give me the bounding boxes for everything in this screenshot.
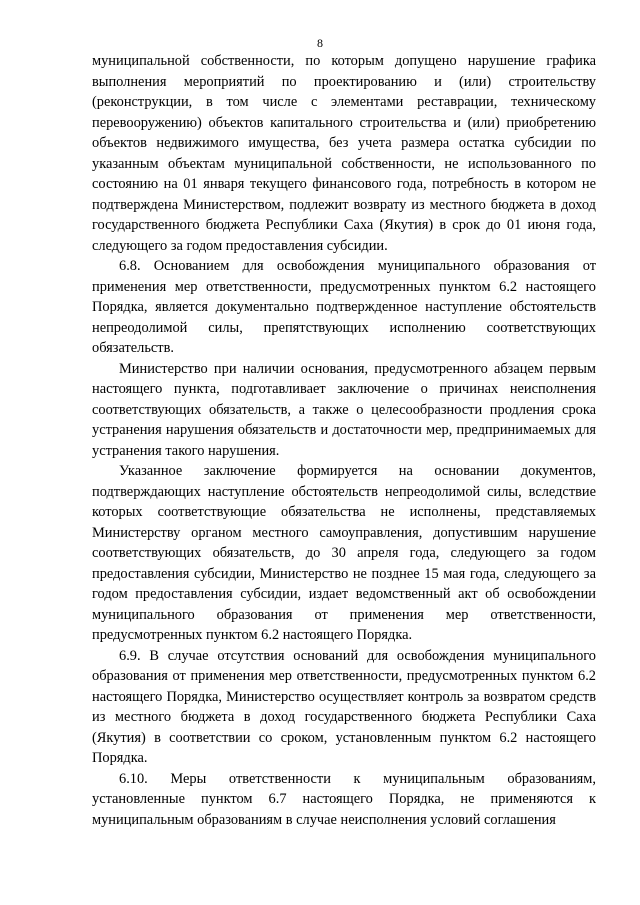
paragraph-continuation: муниципальной собственности, по которым допущено нарушение графика выполнения мероприятий по проектированию и (или) строительству (реконструкции, в том числе с элементами реставрации, техническому перевооружению) объектов капитального строительства и (или) приобретению объектов недвижимого имущества, без учета размера остатка субсидии по указанным объектам муниципальной собственности, не использованного по состоянию на 01 января текущего финансового года, потребность в котором не подтверждена Министерством, подлежит возврату из местного бюджета в доход государственного бюджета Республики Саха (Якутия) в срок до 01 июня года, следующего за годом предоставления субсидии.: [92, 53, 596, 254]
paragraph-6-9: 6.9. В случае отсутствия оснований для освобождения муниципального образования от применения мер ответственности, предусмотренных пунктом 6.2 настоящего Порядка, Министерство осуществляет контроль за возвратом средств из местного бюджета в доход государственного бюджета Республики Саха (Якутия) в соответствии со сроком, установленным пунктом 6.2 настоящего Порядка.: [92, 647, 596, 766]
document-body: [92, 51, 596, 830]
paragraph-6-8: 6.8. Основанием для освобождения муниципального образования от применения мер ответственности, предусмотренных пунктом 6.2 настоящего Порядка, является документально подтвержденное наступление обстоятельств непреодолимой силы, препятствующих исполнению соответствующих обязательств.: [92, 258, 596, 356]
paragraph-ministry-conclusion: Министерство при наличии основания, предусмотренного абзацем первым настоящего пункта, подготавливает заключение о причинах неисполнения соответствующих обязательств, а также о целесообразности продления срока устранения нарушения обязательств и достаточности мер, предпринимаемых для устранения такого нарушения.: [92, 360, 596, 459]
page-number: 8: [317, 36, 323, 50]
paragraph-6-10: 6.10. Меры ответственности к муниципальным образованиям, установленные пунктом 6.7 настоящего Порядка, не применяются к муниципальным образованиям в случае неисполнения условий соглашения: [92, 770, 596, 828]
paragraph-conclusion-basis: Указанное заключение формируется на основании документов, подтверждающих наступление обстоятельств непреодолимой силы, вследствие которых соответствующие обязательства не исполнены, представляемых Министерству органом местного самоуправления, допустившим нарушение соответствующих обязательств, до 30 апреля года, следующего за годом предоставления субсидии, Министерство не позднее 15 мая года, следующего за годом предоставления субсидии, издает ведомственный акт об освобождении муниципального образования от применения мер ответственности, предусмотренных пунктом 6.2 настоящего Порядка.: [92, 463, 596, 643]
